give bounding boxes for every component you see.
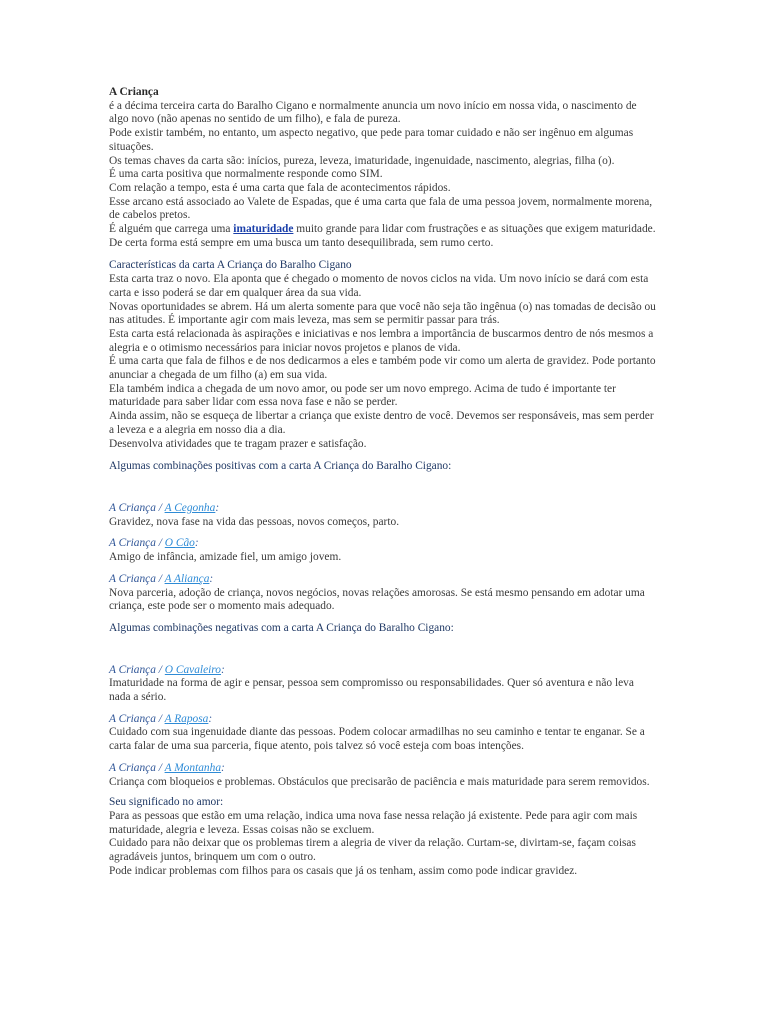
combination-text: Imaturidade na forma de agir e pensar, pessoa sem compromisso ou responsabilidades. Quer só aventura e não leva nada a sério. <box>109 677 634 704</box>
love-paragraph: Cuidado para não deixar que os problemas tirem a alegria de viver da relação. Curtam-se, divirtam-se, façam coisas agradáveis juntos, brinquem um com o outro. <box>109 837 636 864</box>
combination-prefix: A Criança / <box>109 501 165 514</box>
card-link-a-raposa[interactable]: A Raposa <box>164 712 209 725</box>
positive-combinations-heading: Algumas combinações positivas com a carta A Criança do Baralho Cigano: <box>109 460 452 473</box>
combination-title <box>109 573 657 587</box>
text-fragment: muito grande para lidar com frustrações e as situações que exigem maturidade. <box>293 223 656 236</box>
intro-paragraph: De certa forma está sempre em uma busca um tanto desequilibrada, sem rumo certo. <box>109 236 494 249</box>
characteristics-paragraph: Ela também indica a chegada de um novo amor, ou pode ser um novo emprego. Acima de tudo é importante ter maturidade para saber lidar com essa nova fase e não se perder. <box>109 382 616 409</box>
combination-suffix: : <box>221 761 225 774</box>
card-link-a-alianca[interactable]: A Aliança <box>164 572 210 585</box>
characteristics-paragraph: Novas oportunidades se abrem. Há um alerta somente para que você não seja tão ingênua (o) nas tomadas de decisão ou nas atitudes. É importante agir com mais leveza, mas sem se permitir passar para trás. <box>109 300 656 327</box>
combination-prefix: A Criança / <box>109 537 165 550</box>
combination-suffix: : <box>208 712 213 725</box>
intro-paragraph: É uma carta positiva que normalmente responde como SIM. <box>109 168 383 181</box>
combination-title <box>109 664 657 678</box>
love-paragraph: Para as pessoas que estão em uma relação, indica uma nova fase nessa relação já existente. Pede para agir com mais maturidade, alegria e leveza. Essas coisas não se excluem. <box>109 809 638 836</box>
combination-prefix: A Criança / <box>109 663 165 676</box>
combination-prefix: A Criança / <box>109 572 165 585</box>
intro-paragraph: Pode existir também, no entanto, um aspecto negativo, que pede para tomar cuidado e não ser ingênuo em algumas situações. <box>109 127 634 153</box>
negative-combinations-heading: Algumas combinações negativas com a carta A Criança do Baralho Cigano: <box>109 621 454 634</box>
combination-prefix: A Criança / <box>109 761 165 774</box>
spacer <box>109 474 657 494</box>
characteristics-paragraph: Esta carta está relacionada às aspirações e iniciativas e nos lembra a importância de buscarmos dentro de nós mesmos a alegria e o otimismo necessários para iniciar novos projetos e planos de vida. <box>109 327 654 354</box>
card-link-o-cao[interactable]: O Cão <box>164 537 195 550</box>
document-page <box>109 86 657 878</box>
combination-text: Cuidado com sua ingenuidade diante das pessoas. Podem colocar armadilhas no seu caminho e tentar te enganar. Se a carta falar de uma sua parceria, fique atento, pois talvez só você esteja com boas intenções. <box>109 726 645 753</box>
combination-item <box>109 502 657 529</box>
characteristics-paragraph: Ainda assim, não se esqueça de libertar a criança que existe dentro de você. Devemos ser responsáveis, mas sem perder a leveza e a alegria em nosso dia a dia. <box>109 410 654 436</box>
combination-title <box>109 762 657 776</box>
combination-title <box>109 502 657 516</box>
characteristics-paragraph: Esta carta traz o novo. Ela aponta que é chegado o momento de novos ciclos na vida. Um novo início se dará com esta carta e isso poderá se dar em qualquer área da sua vida. <box>109 273 649 299</box>
combination-text: Amigo de infância, amizade fiel, um amigo jovem. <box>109 551 342 564</box>
spacer <box>109 636 657 656</box>
card-link-o-cavaleiro[interactable]: O Cavaleiro <box>164 663 222 676</box>
characteristics-paragraph: Desenvolva atividades que te tragam prazer e satisfação. <box>109 437 367 450</box>
combination-item <box>109 762 657 789</box>
document-title: A Criança <box>109 86 159 98</box>
combination-text: Nova parceria, adoção de criança, novos negócios, novas relações amorosas. Se está mesmo pensando em adotar uma criança, este pode ser o momento mais adequado. <box>109 586 645 613</box>
intro-paragraph: é a décima terceira carta do Baralho Cigano e normalmente anuncia um novo início em nossa vida, o nascimento de algo novo (não apenas no sentido de um filho), e fala de pureza. <box>109 99 637 126</box>
intro-paragraph: Esse arcano está associado ao Valete de Espadas, que é uma carta que fala de uma pessoa jovem, normalmente morena, de cabelos pretos. <box>109 195 653 222</box>
combination-prefix: A Criança / <box>109 712 165 725</box>
characteristics-paragraph: É uma carta que fala de filhos e de nos dedicarmos a eles e também pode vir como um alerta de gravidez. Pode portanto anunciar a chegada de um filho (a) em sua vida. <box>109 355 656 382</box>
imaturidade-link[interactable]: imaturidade <box>233 223 294 236</box>
text-fragment: É alguém que carrega uma <box>109 223 234 236</box>
combination-item <box>109 573 657 614</box>
combination-suffix: : <box>215 501 220 514</box>
characteristics-heading: Características da carta A Criança do Baralho Cigano <box>109 259 352 272</box>
love-heading: Seu significado no amor: <box>109 796 224 809</box>
combination-text: Gravidez, nova fase na vida das pessoas, novos começos, parto. <box>109 515 400 528</box>
card-link-a-cegonha[interactable]: A Cegonha <box>164 501 216 514</box>
card-link-a-montanha[interactable]: A Montanha <box>164 761 222 774</box>
intro-paragraph <box>109 223 657 237</box>
combination-item <box>109 537 657 564</box>
combination-suffix: : <box>221 663 225 676</box>
intro-paragraph: Os temas chaves da carta são: inícios, pureza, leveza, imaturidade, ingenuidade, nascimento, alegrias, filha (o). <box>109 154 615 167</box>
combination-suffix: : <box>194 537 199 550</box>
combination-title <box>109 537 657 551</box>
combination-item <box>109 664 657 705</box>
combination-title <box>109 713 657 727</box>
combination-text: Criança com bloqueios e problemas. Obstáculos que precisarão de paciência e mais maturidade para serem removidos. <box>109 775 650 788</box>
combination-item <box>109 713 657 754</box>
intro-paragraph: Com relação a tempo, esta é uma carta que fala de acontecimentos rápidos. <box>109 181 451 194</box>
love-paragraph: Pode indicar problemas com filhos para os casais que já os tenham, assim como pode indicar gravidez. <box>109 864 578 877</box>
combination-suffix: : <box>209 572 214 585</box>
